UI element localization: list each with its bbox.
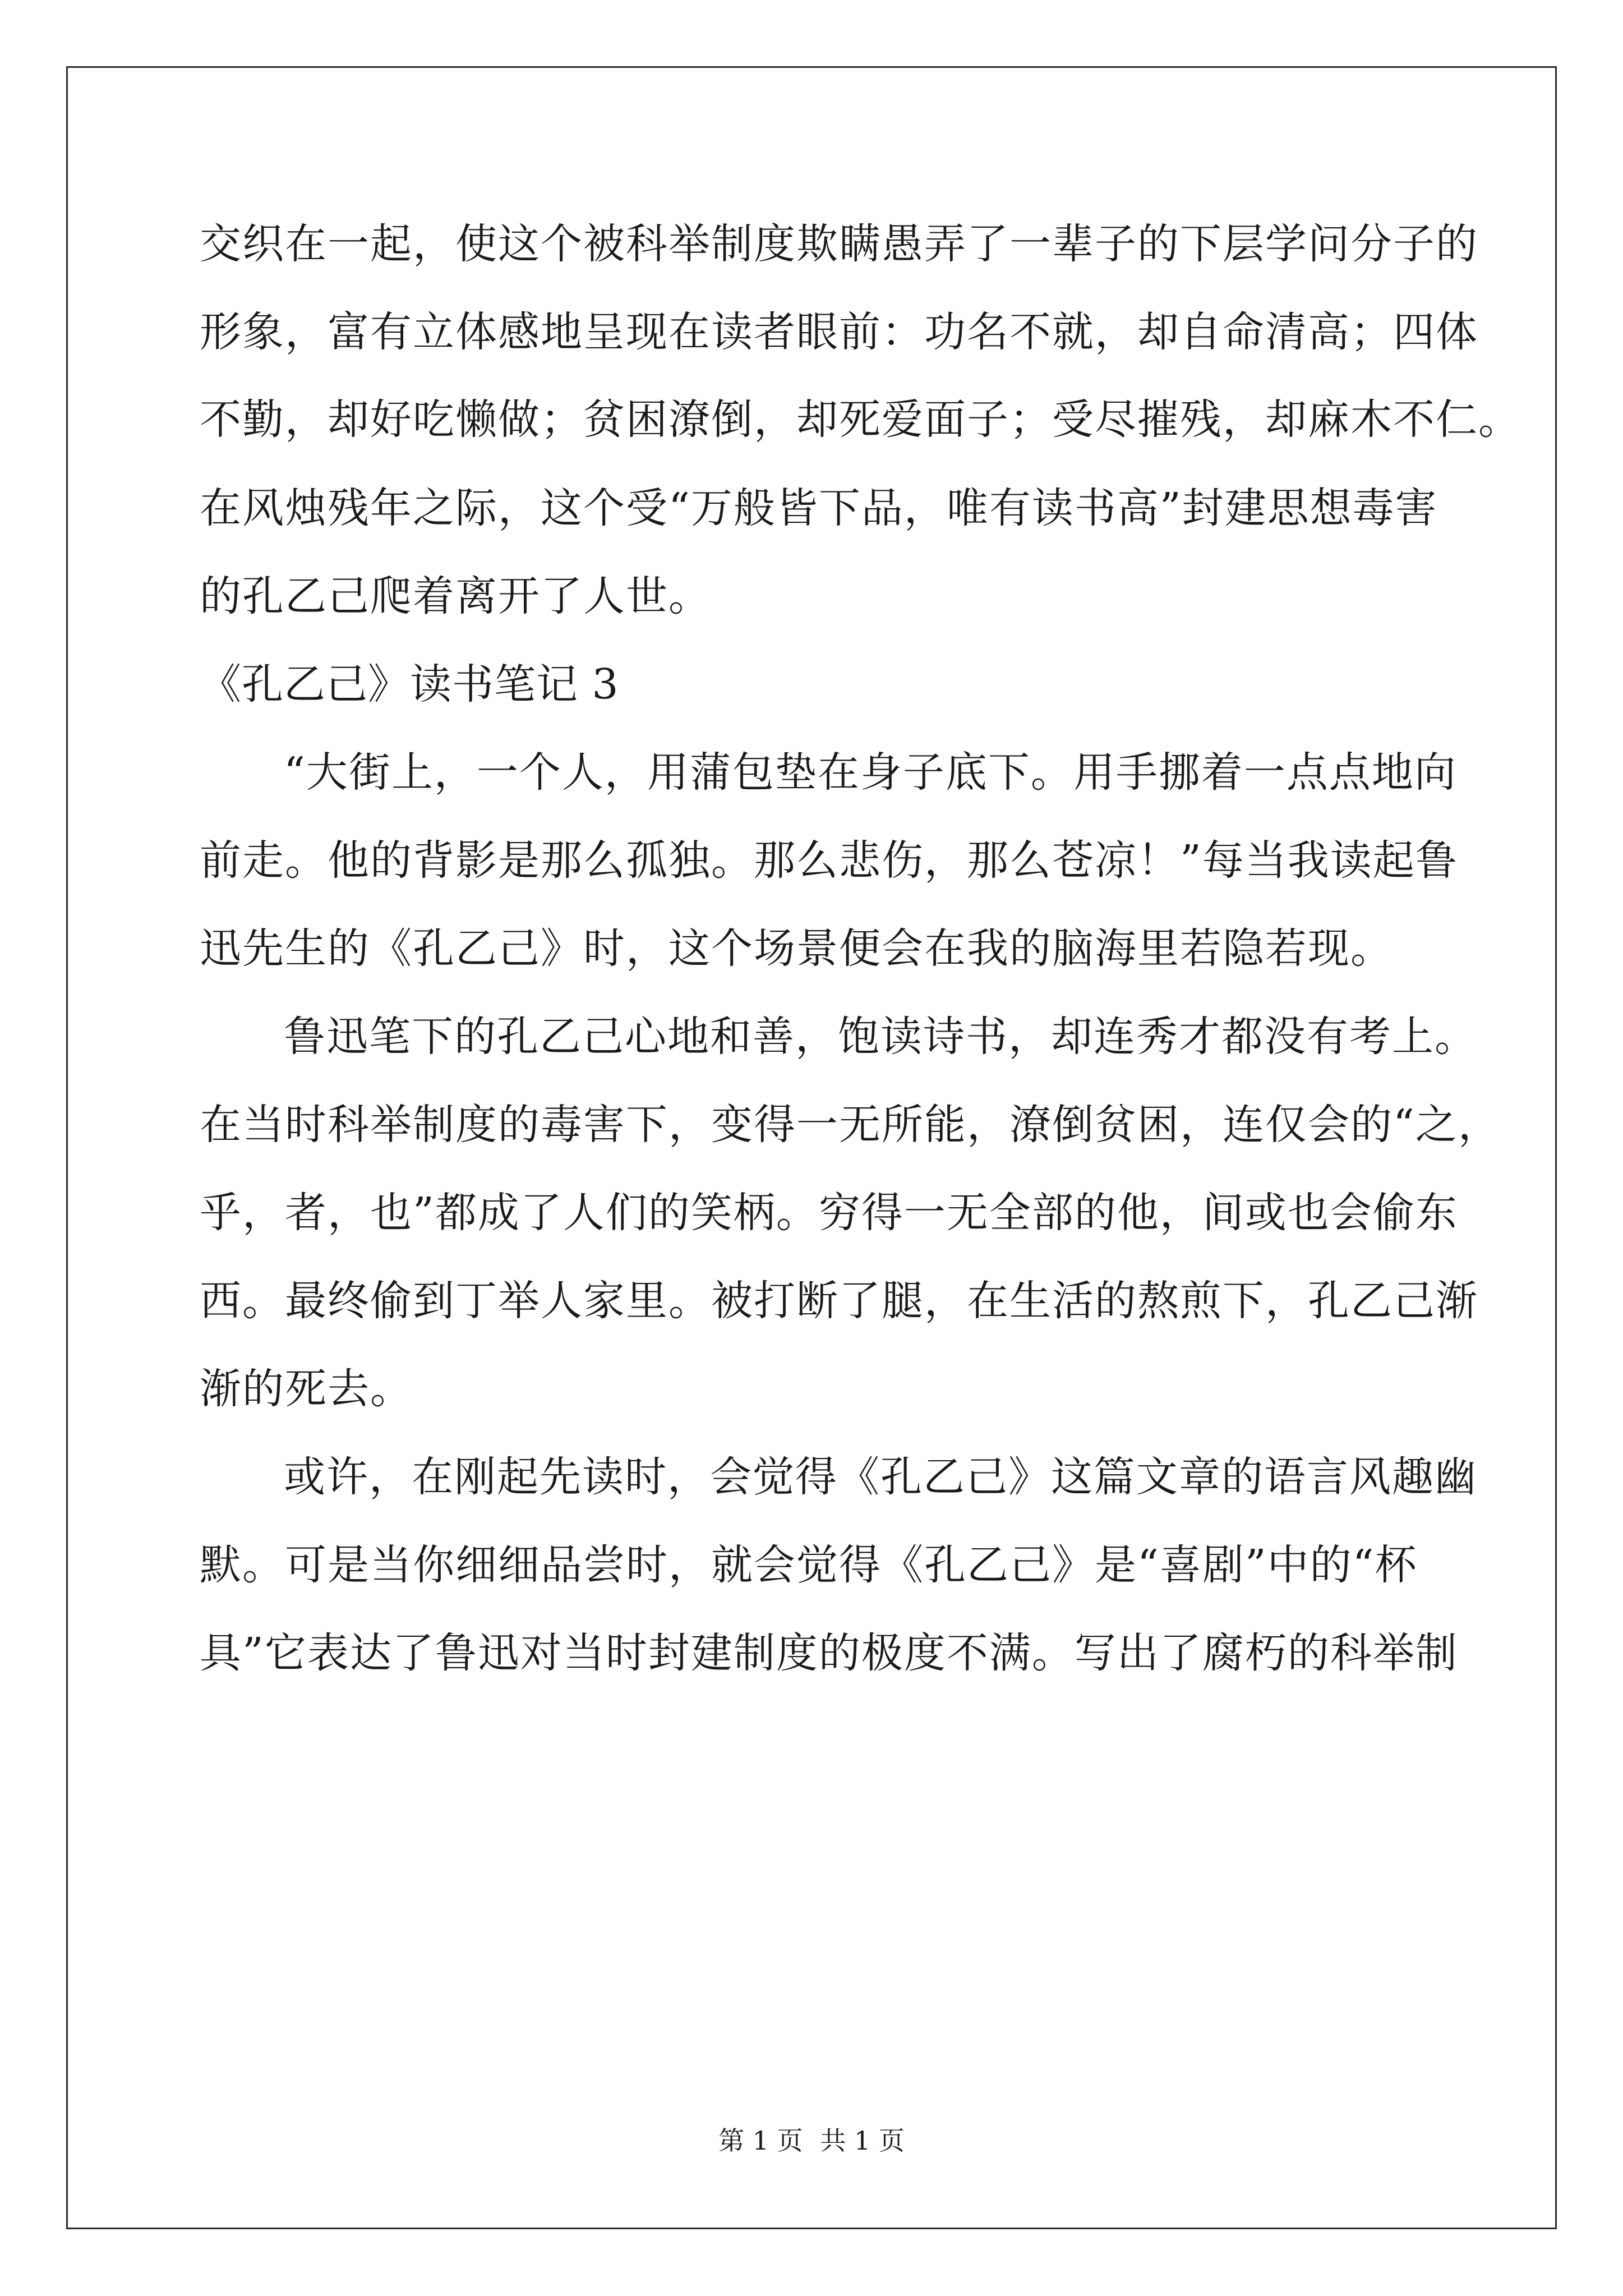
text-line-7: “大街上，一个人，用蒲包垫在身子底下。用手挪着一点点地向 xyxy=(284,748,1457,797)
page-number: 第 1 页 xyxy=(718,2125,803,2156)
text-line-15: 或许，在刚起先读时，会觉得《孔乙己》这篇文章的语言风趣幽 xyxy=(284,1453,1477,1501)
text-line-13: 西。最终偷到丁举人家里。被打断了腿，在生活的熬煎下，孔乙己渐 xyxy=(200,1277,1478,1325)
text-line-3: 不勤，却好吃懒做；贫困潦倒，却死爱面子；受尽摧残，却麻木不仁。 xyxy=(200,395,1521,444)
text-line-5: 的孔乙己爬着离开了人世。 xyxy=(200,572,711,620)
page-footer xyxy=(0,2124,1623,2157)
text-line-10: 鲁迅笔下的孔乙己心地和善，饱读诗书，却连秀才都没有考上。 xyxy=(284,1013,1477,1061)
text-line-14: 渐的死去。 xyxy=(200,1365,413,1413)
text-line-8: 前走。他的背影是那么孤独。那么悲伤，那么苍凉！”每当我读起鲁 xyxy=(200,836,1458,885)
text-line-12: 乎，者，也”都成了人们的笑柄。穷得一无全部的他，间或也会偷东 xyxy=(200,1189,1458,1237)
text-line-9: 迅先生的《孔乙己》时，这个场景便会在我的脑海里若隐若现。 xyxy=(200,924,1393,973)
text-line-11: 在当时科举制度的毒害下，变得一无所能，潦倒贫困，连仅会的“之， xyxy=(200,1101,1501,1149)
text-line-17: 具”它表达了鲁迅对当时封建制度的极度不满。写出了腐朽的科举制 xyxy=(200,1629,1458,1677)
page-total: 共 1 页 xyxy=(820,2125,905,2156)
document-body xyxy=(200,0,1521,2296)
text-line-1: 交织在一起，使这个被科举制度欺瞒愚弄了一辈子的下层学问分子的 xyxy=(200,220,1478,268)
text-line-4: 在风烛残年之际，这个受“万般皆下品，唯有读书高”封建思想毒害 xyxy=(200,484,1438,532)
section-heading: 《孔乙己》读书笔记 3 xyxy=(200,660,619,708)
text-line-16: 默。可是当你细细品尝时，就会觉得《孔乙己》是“喜剧”中的“杯 xyxy=(200,1541,1418,1589)
text-line-2: 形象，富有立体感地呈现在读者眼前：功名不就，却自命清高；四体 xyxy=(200,308,1478,356)
